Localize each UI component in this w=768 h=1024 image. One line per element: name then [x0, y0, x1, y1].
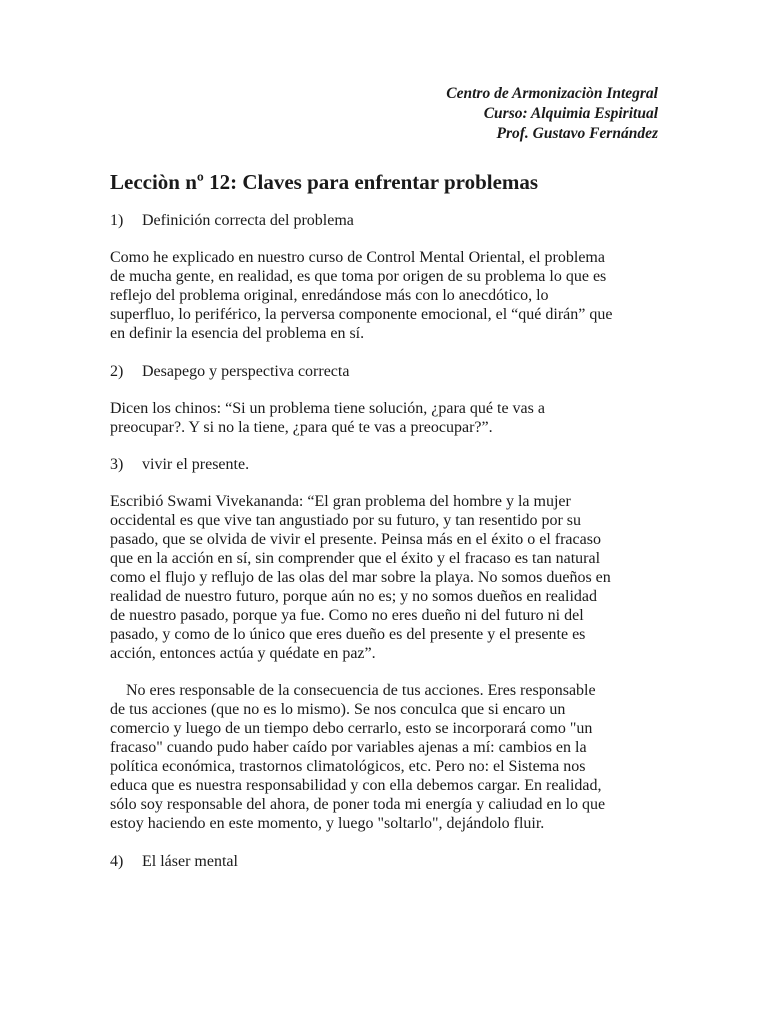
section-3-responsibility-paragraph [110, 681, 658, 833]
section-heading-text: vivir el presente. [142, 456, 250, 473]
document-header [110, 84, 658, 144]
section-heading-text: El láser mental [142, 853, 238, 870]
header-professor: Prof. Gustavo Fernández [496, 125, 658, 142]
paragraph-line: superfluo, lo periférico, la perversa componente emocional, el “qué dirán” que [110, 306, 613, 323]
section-heading-2 [110, 362, 658, 381]
paragraph-line: sólo soy responsable del ahora, de poner toda mi energía y caliudad en lo que [110, 796, 606, 813]
document-page [110, 84, 658, 871]
paragraph-line: acción, entonces actúa y quédate en paz”. [110, 645, 376, 662]
paragraph-line: pasado, que se olvida de vivir el presente. Peinsa más en el éxito o el fracaso [110, 531, 601, 548]
section-2-paragraph [110, 399, 658, 437]
section-heading-1 [110, 211, 658, 230]
paragraph-line: de mucha gente, en realidad, es que toma por origen de su problema lo que es [110, 268, 607, 285]
paragraph-line: fracaso" cuando pudo haber caído por variables ajenas a mí: cambios en la [110, 739, 587, 756]
paragraph-line: Escribió Swami Vivekananda: “El gran problema del hombre y la mujer [110, 493, 571, 510]
paragraph-line: comercio y luego de un tiempo debo cerrarlo, esto se incorporará como "un [110, 720, 593, 737]
paragraph-line: preocupar?. Y si no la tiene, ¿para qué te vas a preocupar?”. [110, 419, 493, 436]
section-heading-3 [110, 455, 658, 474]
lesson-title: Lecciòn nº 12: Claves para enfrentar problemas [110, 170, 539, 194]
paragraph-line: política económica, trastornos climatológicos, etc. Pero no: el Sistema nos [110, 758, 586, 775]
section-number: 2) [110, 363, 124, 380]
paragraph-line: de nuestro pasado, porque ya fue. Como no eres dueño ni del futuro ni del [110, 607, 584, 624]
paragraph-line: occidental es que vive tan angustiado por su futuro, y tan resentido por su [110, 512, 581, 529]
paragraph-line: estoy haciendo en este momento, y luego "soltarlo", dejándolo fluir. [110, 815, 545, 832]
header-institution: Centro de Armonizaciòn Integral [446, 85, 658, 102]
paragraph-line: Como he explicado en nuestro curso de Control Mental Oriental, el problema [110, 249, 605, 266]
paragraph-line: realidad de nuestro futuro, porque aún no es; y no somos dueños en realidad [110, 588, 597, 605]
section-heading-text: Desapego y perspectiva correcta [142, 363, 350, 380]
paragraph-line: Dicen los chinos: “Si un problema tiene solución, ¿para qué te vas a [110, 400, 545, 417]
paragraph-line: pasado, y como de lo único que eres dueño es del presente y el presente es [110, 626, 586, 643]
paragraph-line: No eres responsable de la consecuencia de tus acciones. Eres responsable [126, 682, 596, 699]
section-3-quote-paragraph [110, 492, 658, 663]
section-number: 4) [110, 853, 124, 870]
paragraph-line: como el flujo y reflujo de las olas del mar sobre la playa. No somos dueños en [110, 569, 611, 586]
header-course: Curso: Alquimia Espiritual [483, 105, 658, 122]
section-1-paragraph [110, 248, 658, 343]
paragraph-line: reflejo del problema original, enredándose más con lo anecdótico, lo [110, 287, 549, 304]
paragraph-line: en definir la esencia del problema en sí. [110, 325, 365, 342]
section-number: 3) [110, 456, 124, 473]
section-heading-text: Definición correcta del problema [142, 212, 354, 229]
paragraph-line: educa que es nuestra responsabilidad y con ella debemos cargar. En realidad, [110, 777, 602, 794]
section-heading-4 [110, 852, 658, 871]
paragraph-line: de tus acciones (que no es lo mismo). Se nos conculca que si encaro un [110, 701, 566, 718]
section-number: 1) [110, 212, 124, 229]
paragraph-line: que en la acción en sí, sin comprender que el éxito y el fracaso es tan natural [110, 550, 601, 567]
